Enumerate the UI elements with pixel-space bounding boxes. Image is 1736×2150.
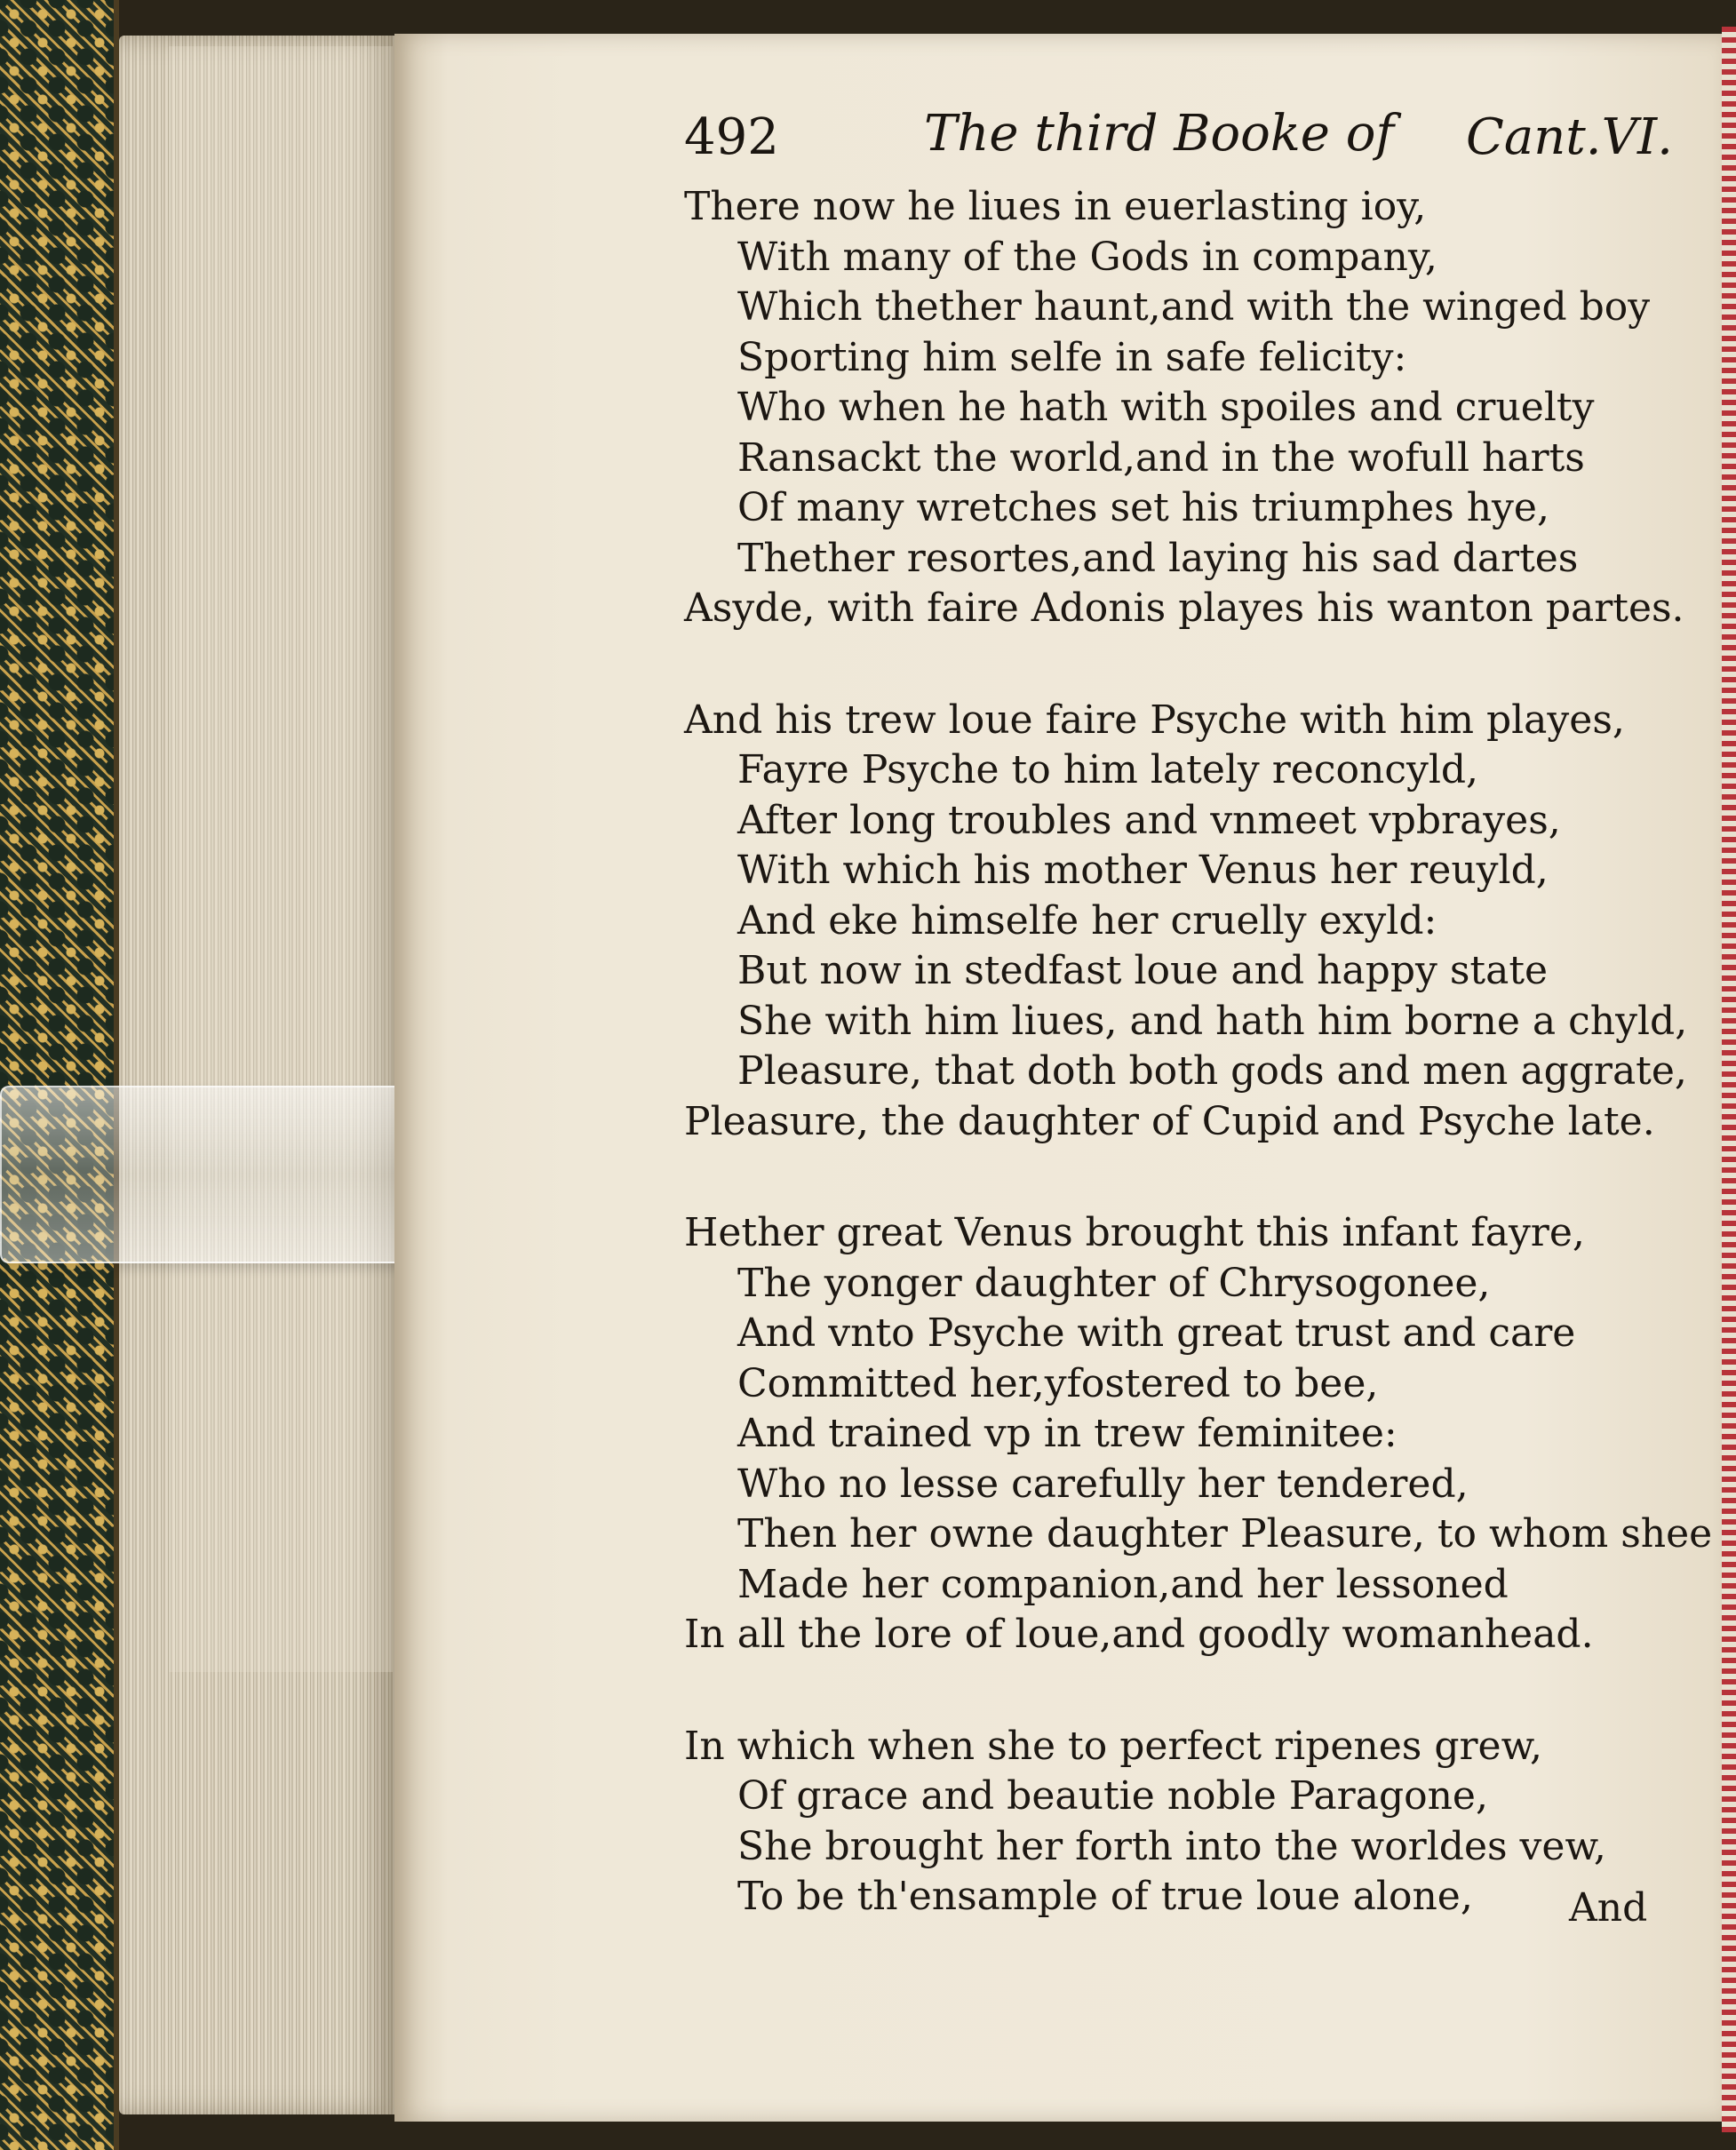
verse-line: Hether great Venus brought this infant fayre, — [684, 1210, 1585, 1255]
verse-line: Who no lesse carefully her tendered, — [737, 1461, 1469, 1507]
poem-text — [684, 182, 1713, 1984]
verse-line: Pleasure, the daughter of Cupid and Psyche late. — [684, 1098, 1655, 1144]
stanza-4 — [684, 1722, 1688, 1923]
verse-line: But now in stedfast loue and happy state — [737, 948, 1549, 993]
stanza-3 — [684, 1208, 1713, 1660]
verse-line: The yonger daughter of Chrysogonee, — [737, 1260, 1491, 1306]
verse-line: There now he liues in euerlasting ioy, — [684, 184, 1427, 229]
verse-line: Sporting him selfe in safe felicity: — [737, 334, 1407, 380]
verse-line: Of many wretches set his triumphes hye, — [737, 485, 1549, 530]
verse-line: And trained vp in trew feminitee: — [737, 1411, 1398, 1456]
folio-number: 492 — [684, 108, 779, 166]
verse-line: Committed her,yfostered to bee, — [737, 1360, 1379, 1406]
verse-line: And vnto Psyche with great trust and care — [737, 1310, 1576, 1356]
verse-line: Asyde, with faire Adonis playes his wanton partes. — [684, 585, 1684, 631]
page-block-highlight — [169, 46, 393, 1672]
verse-line: With many of the Gods in company, — [737, 234, 1437, 280]
verse-line: In all the lore of loue,and goodly womanhead. — [684, 1612, 1594, 1657]
catchword: And — [1569, 1885, 1648, 1931]
verse-line: Of grace and beautie noble Paragone, — [737, 1773, 1488, 1819]
verse-line: And eke himselfe her cruelly exyld: — [737, 897, 1437, 944]
page-edge-right — [1722, 27, 1736, 2132]
verse-line: Who when he hath with spoiles and cruelty — [737, 385, 1595, 430]
verse-line: After long troubles and vnmeet vpbrayes, — [737, 797, 1561, 843]
verse-line: Pleasure, that doth both gods and men aggrate, — [737, 1048, 1687, 1094]
verse-line: Then her owne daughter Pleasure, to whom shee — [737, 1511, 1713, 1557]
verse-line: With which his mother Venus her reuyld, — [737, 848, 1549, 893]
verse-line: She with him liues, and hath him borne a chyld, — [737, 998, 1688, 1044]
verse-line: Thether resortes,and laying his sad dartes — [737, 535, 1579, 581]
verse-line: Made her companion,and her lessoned — [737, 1561, 1509, 1607]
running-head — [0, 105, 1736, 176]
verse-line: In which when she to perfect ripenes grew, — [684, 1723, 1543, 1769]
running-title: The third Booke of — [924, 105, 1395, 163]
stanza-2 — [684, 696, 1688, 1148]
verse-line: Ransackt the world,and in the wofull harts — [737, 434, 1585, 481]
stanza-1 — [684, 182, 1688, 634]
verse-line: Fayre Psyche to him lately reconcyld, — [737, 747, 1479, 792]
verse-line: Which thether haunt,and with the winged boy — [737, 284, 1651, 330]
gilt-tooled-cover-edge — [0, 0, 119, 2150]
verse-line: To be th'ensample of true loue alone, — [737, 1874, 1473, 1919]
verse-line: And his trew loue faire Psyche with him playes, — [684, 697, 1625, 743]
verse-line: She brought her forth into the worldes vew, — [737, 1823, 1606, 1869]
canto-label: Cant.VI. — [1466, 108, 1673, 166]
